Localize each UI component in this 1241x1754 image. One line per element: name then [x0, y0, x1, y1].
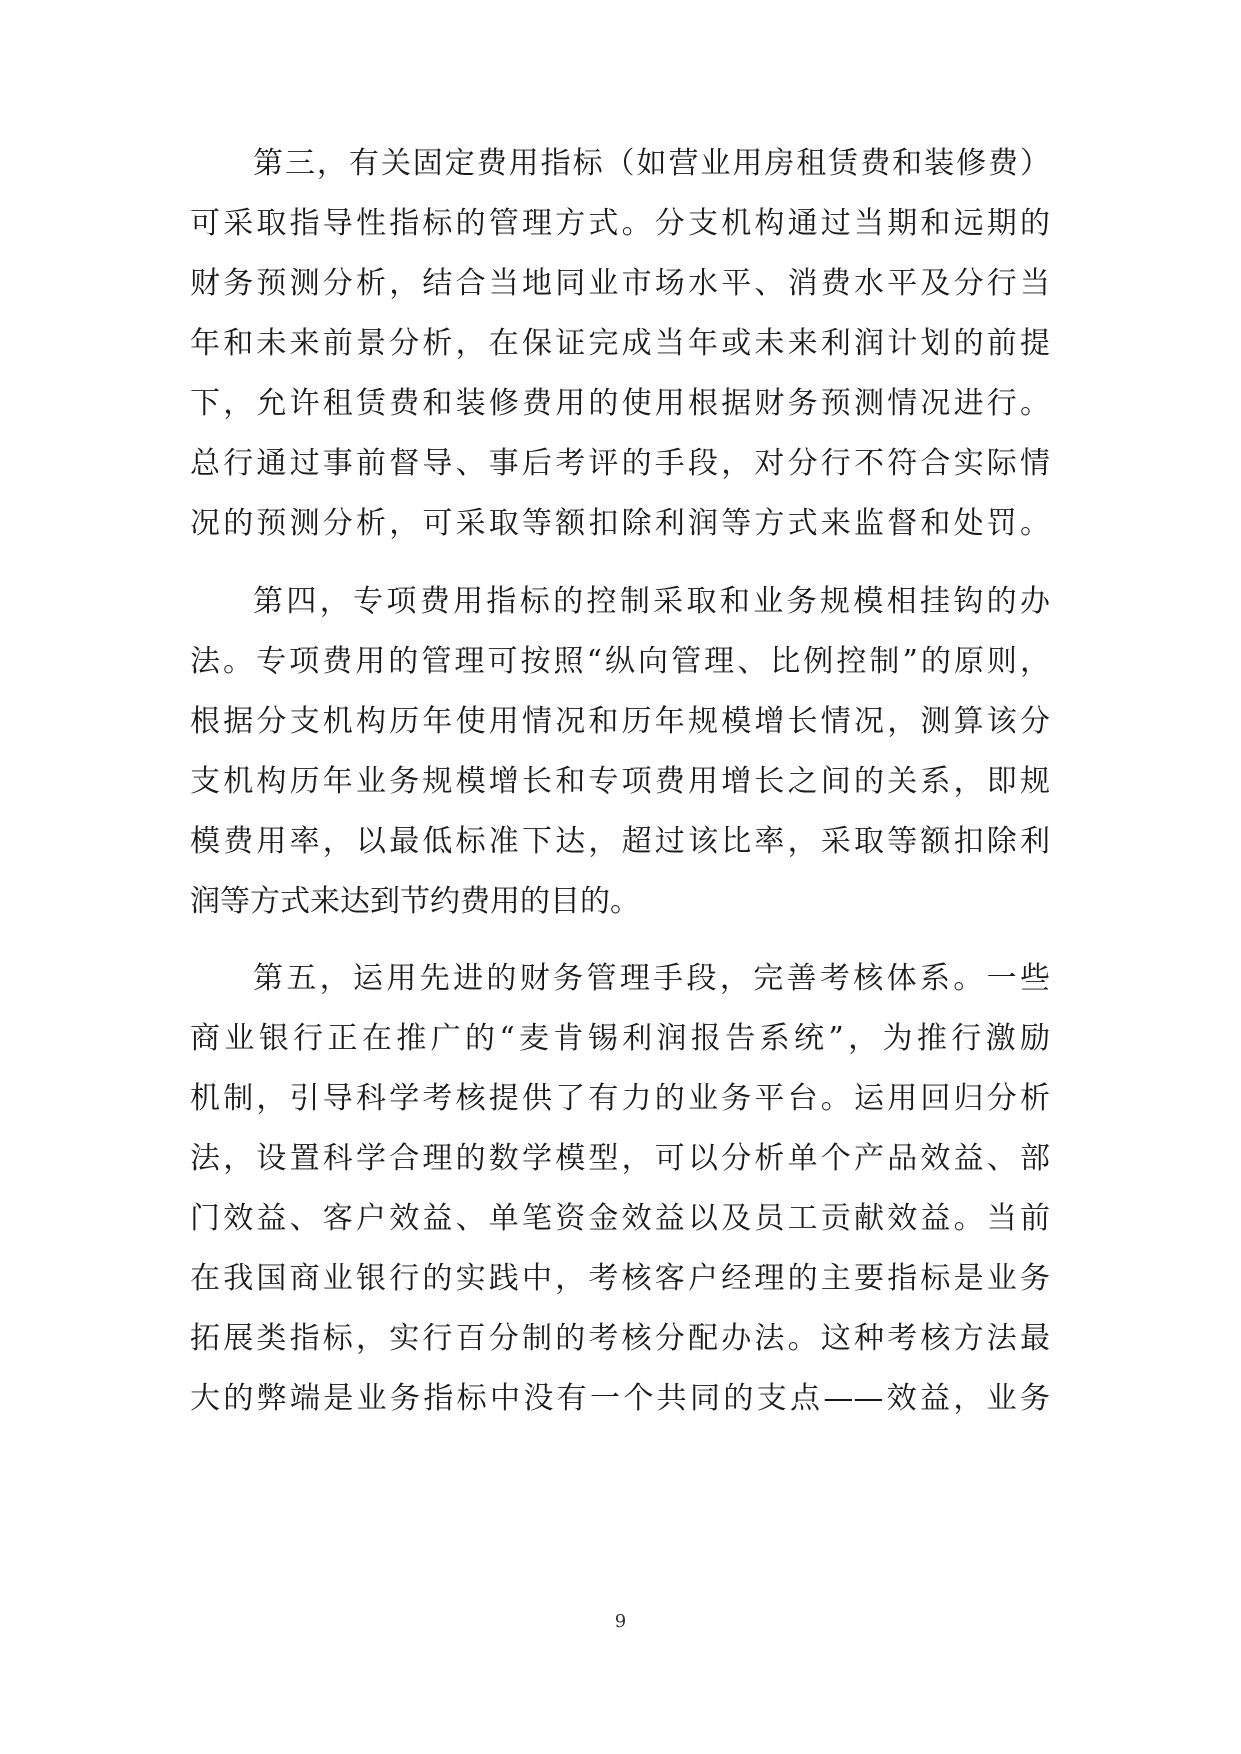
text-line: 大的弊端是业务指标中没有一个共同的支点——效益，业务	[190, 1381, 1050, 1416]
text-line: 根据分支机构历年使用情况和历年规模增长情况，测算该分	[190, 704, 1050, 739]
text-line: 在我国商业银行的实践中，考核客户经理的主要指标是业务	[190, 1261, 1050, 1296]
text-line: 可采取指导性指标的管理方式。分支机构通过当期和远期的	[190, 206, 1050, 241]
text-line: 况的预测分析，可采取等额扣除利润等方式来监督和处罚。	[190, 506, 1050, 541]
page-number: 9	[614, 1611, 627, 1632]
text-line: 支机构历年业务规模增长和专项费用增长之间的关系，即规	[190, 764, 1050, 799]
text-line: 财务预测分析，结合当地同业市场水平、消费水平及分行当	[190, 266, 1050, 301]
text-line: 拓展类指标，实行百分制的考核分配办法。这种考核方法最	[190, 1321, 1050, 1356]
text-line: 年和未来前景分析，在保证完成当年或未来利润计划的前提	[190, 326, 1050, 361]
text-line: 法，设置科学合理的数学模型，可以分析单个产品效益、部	[190, 1141, 1050, 1176]
text-line: 下，允许租赁费和装修费用的使用根据财务预测情况进行。	[190, 386, 1050, 421]
text-line: 第五，运用先进的财务管理手段，完善考核体系。一些	[253, 961, 1050, 996]
text-line: 模费用率，以最低标准下达，超过该比率，采取等额扣除利	[190, 824, 1050, 859]
text-line: 机制，引导科学考核提供了有力的业务平台。运用回归分析	[190, 1081, 1050, 1116]
text-line: 门效益、客户效益、单笔资金效益以及员工贡献效益。当前	[190, 1201, 1050, 1236]
text-line: 总行通过事前督导、事后考评的手段，对分行不符合实际情	[190, 446, 1050, 481]
text-line: 第四，专项费用指标的控制采取和业务规模相挂钩的办	[253, 584, 1050, 619]
text-line: 第三，有关固定费用指标（如营业用房租赁费和装修费）	[253, 146, 1050, 181]
text-line: 法。专项费用的管理可按照“纵向管理、比例控制”的原则，	[190, 644, 1050, 679]
text-line: 商业银行正在推广的“麦肯锡利润报告系统”，为推行激励	[190, 1021, 1050, 1056]
text-line: 润等方式来达到节约费用的目的。	[190, 884, 640, 919]
